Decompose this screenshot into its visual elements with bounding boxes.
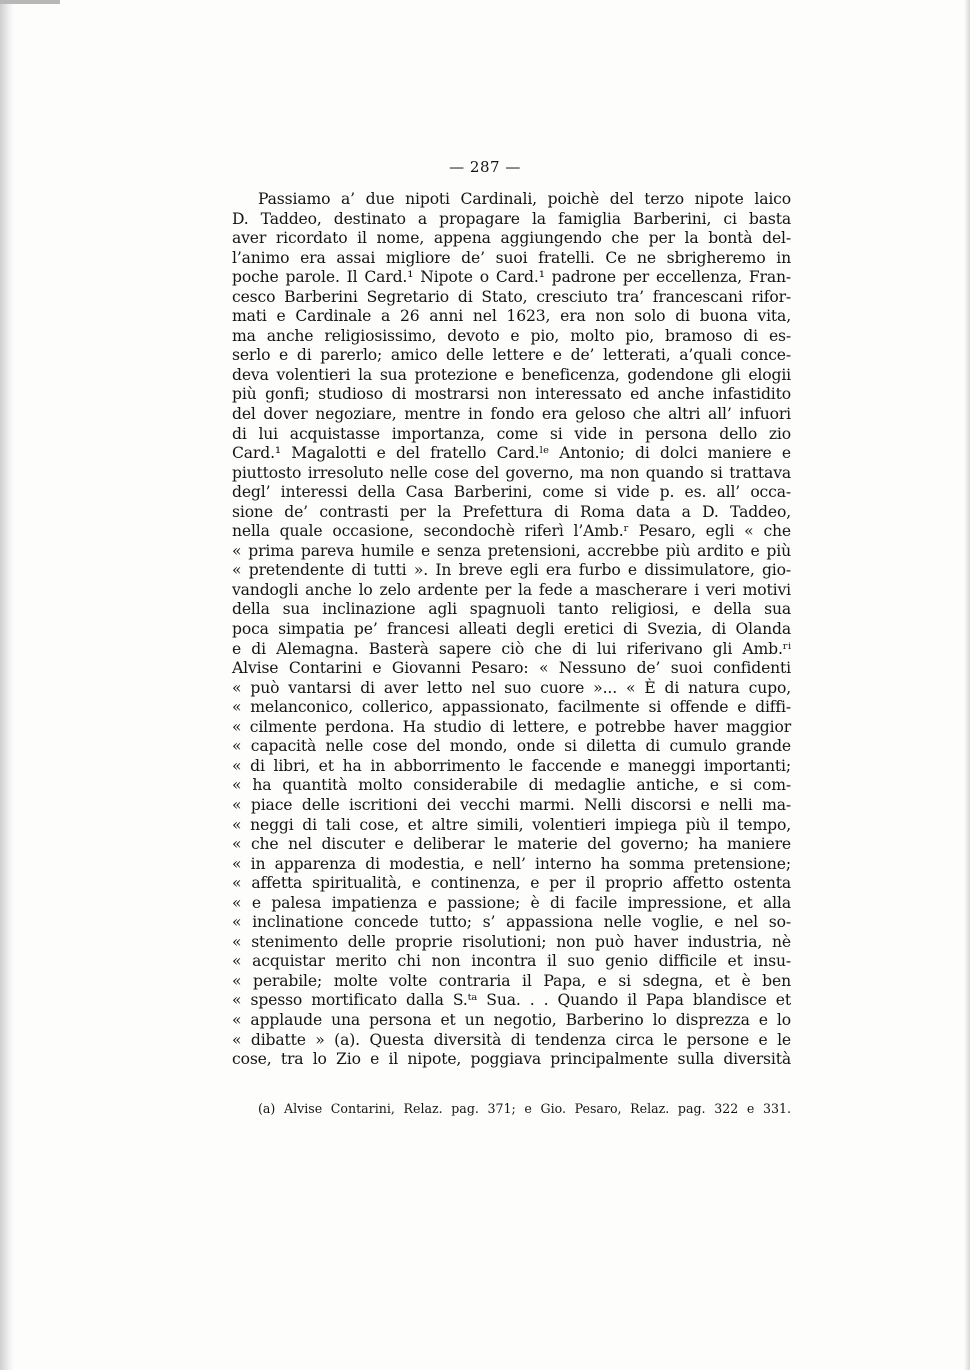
- scan-left-edge: [0, 0, 14, 1370]
- text-line: « acquistar merito chi non incontra il suo genio difficile et insu-: [232, 952, 791, 971]
- text-line: « cilmente perdona. Ha studio di lettere, e potrebbe haver maggior: [232, 717, 791, 736]
- text-line: « e palesa impatienza e passione; è di facile impressione, et alla: [232, 893, 791, 912]
- text-line: « inclinatione concede tutto; s’ appassiona nelle voglie, e nel so-: [232, 913, 791, 932]
- text-line: aver ricordato il nome, appena aggiungendo che per la bontà del-: [232, 229, 791, 248]
- text-line: ma anche religiosissimo, devoto e pio, molto pio, bramoso di es-: [232, 326, 791, 345]
- text-line: « stenimento delle proprie risolutioni; non può haver industria, nè: [232, 932, 791, 951]
- text-line: « melanconico, collerico, appassionato, facilmente si offende e diffi-: [232, 698, 791, 717]
- text-line: della sua inclinazione agli spagnuoli tanto religiosi, e della sua: [232, 600, 791, 619]
- text-line: mati e Cardinale a 26 anni nel 1623, era non solo di buona vita,: [232, 307, 791, 326]
- text-line: più gonfi; studioso di mostrarsi non interessato ed anche infastidito: [232, 385, 791, 404]
- text-line: e di Alemagna. Basterà sapere ciò che di lui riferivano gli Amb.ʳⁱ: [232, 639, 791, 658]
- text-line: poca simpatia pe’ francesi alleati degli eretici di Svezia, di Olanda: [232, 620, 791, 639]
- text-line: l’animo era assai migliore de’ suoi fratelli. Ce ne sbrigheremo in: [232, 248, 791, 267]
- text-line: cesco Barberini Segretario di Stato, cresciuto tra’ francescani rifor-: [232, 287, 791, 306]
- text-line: « in apparenza di modestia, e nell’ interno ha somma pretensione;: [232, 854, 791, 873]
- text-line: serlo e di parerlo; amico delle lettere e de’ letterati, a’quali conce-: [232, 346, 791, 365]
- scan-right-edge: [964, 0, 970, 1370]
- text-line: di lui acquistasse importanza, come si vide in persona dello zio: [232, 424, 791, 443]
- text-line: vandogli anche lo zelo ardente per la fede a mascherare i veri motivi: [232, 580, 791, 599]
- text-line: « neggi di tali cose, et altre simili, volentieri impiega più il tempo,: [232, 815, 791, 834]
- text-line: « capacità nelle cose del mondo, onde si diletta di cumulo grande: [232, 737, 791, 756]
- text-line: D. Taddeo, destinato a propagare la famiglia Barberini, ci basta: [232, 209, 791, 228]
- text-line: « può vantarsi di aver letto nel suo cuore »... « È di natura cupo,: [232, 678, 791, 697]
- text-line: sione de’ contrasti per la Prefettura di Roma data a D. Taddeo,: [232, 502, 791, 521]
- text-line: « spesso mortificato dalla S.ᵗᵃ Sua. . . Quando il Papa blandisce et: [232, 991, 791, 1010]
- text-line: poche parole. Il Card.¹ Nipote o Card.¹ padrone per eccellenza, Fran-: [232, 268, 791, 287]
- text-line: « applaude una persona et un negotio, Barberino lo disprezza e lo: [232, 1010, 791, 1029]
- footnote: (a) Alvise Contarini, Relaz. pag. 371; e Gio. Pesaro, Relaz. pag. 322 e 331.: [258, 1101, 791, 1116]
- text-line: degl’ interessi della Casa Barberini, come si vide p. es. all’ occa-: [232, 483, 791, 502]
- text-line: Passiamo a’ due nipoti Cardinali, poichè del terzo nipote laico: [258, 190, 791, 208]
- body-text: [232, 190, 791, 1070]
- text-line: « affetta spiritualità, e continenza, e per il proprio affetto ostenta: [232, 874, 791, 893]
- text-line: « di libri, et ha in abborrimento le faccende e maneggi importanti;: [232, 756, 791, 775]
- text-line: « pretendente di tutti ». In breve egli era furbo e dissimulatore, gio-: [232, 561, 791, 580]
- text-line: piuttosto irresoluto nelle cose del governo, ma non quando si trattava: [232, 463, 791, 482]
- text-line: Card.¹ Magalotti e del fratello Card.ˡᵉ Antonio; di dolci maniere e: [232, 444, 791, 463]
- text-line: Alvise Contarini e Giovanni Pesaro: « Nessuno de’ suoi confidenti: [232, 659, 791, 678]
- text-line: del dover negoziare, mentre in fondo era geloso che altri all’ infuori: [232, 405, 791, 424]
- text-line: deva volentieri la sua protezione e beneficenza, godendone gli elogii: [232, 365, 791, 384]
- text-line: nella quale occasione, secondochè riferì l’Amb.ʳ Pesaro, egli « che: [232, 522, 791, 541]
- text-line: « perabile; molte volte contraria il Papa, e si sdegna, et è ben: [232, 971, 791, 990]
- scan-top-edge: [0, 0, 60, 4]
- text-line: « che nel discuter e deliberar le materie del governo; ha maniere: [232, 835, 791, 854]
- text-line: « dibatte » (a). Questa diversità di tendenza circa le persone e le: [232, 1030, 791, 1049]
- text-line: « prima pareva humile e senza pretensioni, accrebbe più ardito e più: [232, 541, 791, 560]
- text-line: « ha quantità molto considerabile di medaglie antiche, e si com-: [232, 776, 791, 795]
- text-line: cose, tra lo Zio e il nipote, poggiava principalmente sulla diversità: [232, 1050, 791, 1069]
- page-number: — 287 —: [449, 158, 521, 176]
- text-line: « piace delle iscritioni dei vecchi marmi. Nelli discorsi e nelli ma-: [232, 795, 791, 814]
